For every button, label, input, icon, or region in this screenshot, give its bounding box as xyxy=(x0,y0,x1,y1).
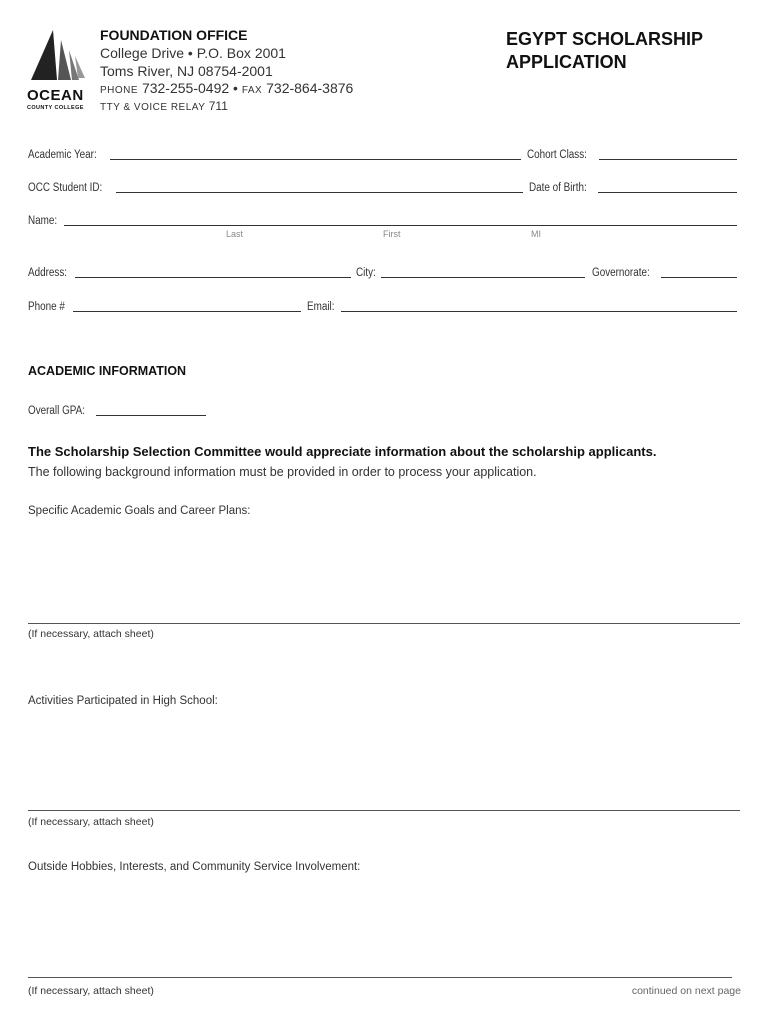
academic-year-field[interactable] xyxy=(28,147,524,161)
date-of-birth-field[interactable] xyxy=(529,180,740,194)
gpa-label: Overall GPA: xyxy=(28,405,85,417)
name-line[interactable] xyxy=(64,224,737,226)
logo-subtitle: COUNTY COLLEGE xyxy=(27,105,84,111)
address-line-2: Toms River, NJ 08754-2001 xyxy=(100,63,273,79)
city-field[interactable] xyxy=(356,265,588,279)
name-field[interactable] xyxy=(28,213,740,227)
ocean-county-college-logo xyxy=(27,28,91,114)
student-id-line[interactable] xyxy=(116,191,523,193)
tty-label: TTY & VOICE RELAY xyxy=(100,102,206,113)
phone-label-field: Phone # xyxy=(28,301,65,313)
gpa-field[interactable] xyxy=(28,403,209,417)
activities-attach-note: (If necessary, attach sheet) xyxy=(28,816,154,828)
logo-wordmark: OCEAN xyxy=(27,87,84,104)
tty-number: 711 xyxy=(208,99,228,113)
name-first-caption: First xyxy=(383,229,401,239)
continued-note: continued on next page xyxy=(631,985,741,997)
phone-label: PHONE xyxy=(100,85,139,96)
date-of-birth-label: Date of Birth: xyxy=(529,182,587,194)
academic-year-label: Academic Year: xyxy=(28,149,97,161)
academic-year-line[interactable] xyxy=(110,158,521,160)
fax-number: 732-864-3876 xyxy=(266,80,354,96)
separator: • xyxy=(233,80,238,96)
governorate-field[interactable] xyxy=(592,265,740,279)
city-label: City: xyxy=(356,267,376,279)
hobbies-answer-line[interactable] xyxy=(28,977,732,978)
application-title xyxy=(506,28,703,74)
address-line-1: College Drive • P.O. Box 2001 xyxy=(100,45,286,61)
student-id-label: OCC Student ID: xyxy=(28,182,103,194)
sail-icon xyxy=(27,28,91,88)
name-mi-caption: MI xyxy=(531,229,541,239)
email-line[interactable] xyxy=(341,310,737,312)
goals-answer-line[interactable] xyxy=(28,623,740,624)
cohort-class-label: Cohort Class: xyxy=(527,149,587,161)
goals-attach-note: (If necessary, attach sheet) xyxy=(28,628,154,640)
student-id-field[interactable] xyxy=(28,180,526,194)
tty-line xyxy=(100,99,228,113)
hobbies-question: Outside Hobbies, Interests, and Community Service Involvement: xyxy=(28,861,361,873)
address-label: Address: xyxy=(28,267,68,279)
contact-line xyxy=(100,80,353,96)
phone-number: 732-255-0492 xyxy=(141,80,230,96)
gpa-line[interactable] xyxy=(96,414,206,416)
email-label: Email: xyxy=(307,301,335,313)
phone-field[interactable] xyxy=(28,299,304,313)
goals-question: Specific Academic Goals and Career Plans: xyxy=(28,505,251,517)
governorate-label: Governorate: xyxy=(592,267,650,279)
committee-note: The Scholarship Selection Committee would appreciate information about the scholarship applicants. xyxy=(28,444,657,459)
cohort-class-field[interactable] xyxy=(527,147,740,161)
name-last-caption: Last xyxy=(226,229,244,239)
office-title: FOUNDATION OFFICE xyxy=(100,27,248,43)
address-line[interactable] xyxy=(75,276,351,278)
hobbies-attach-note: (If necessary, attach sheet) xyxy=(28,985,154,997)
fax-label: FAX xyxy=(241,85,263,96)
date-of-birth-line[interactable] xyxy=(598,191,737,193)
email-field[interactable] xyxy=(307,299,740,313)
cohort-class-line[interactable] xyxy=(599,158,737,160)
name-label: Name: xyxy=(28,215,58,227)
activities-question: Activities Participated in High School: xyxy=(28,695,218,707)
academic-information-heading: ACADEMIC INFORMATION xyxy=(28,364,187,378)
activities-answer-line[interactable] xyxy=(28,810,740,811)
background-note: The following background information must be provided in order to process your application. xyxy=(28,465,537,479)
application-title-line-2: APPLICATION xyxy=(506,52,627,72)
application-title-line-1: EGYPT SCHOLARSHIP xyxy=(506,29,704,49)
phone-line[interactable] xyxy=(73,310,301,312)
governorate-line[interactable] xyxy=(661,276,737,278)
city-line[interactable] xyxy=(381,276,585,278)
address-field[interactable] xyxy=(28,265,354,279)
